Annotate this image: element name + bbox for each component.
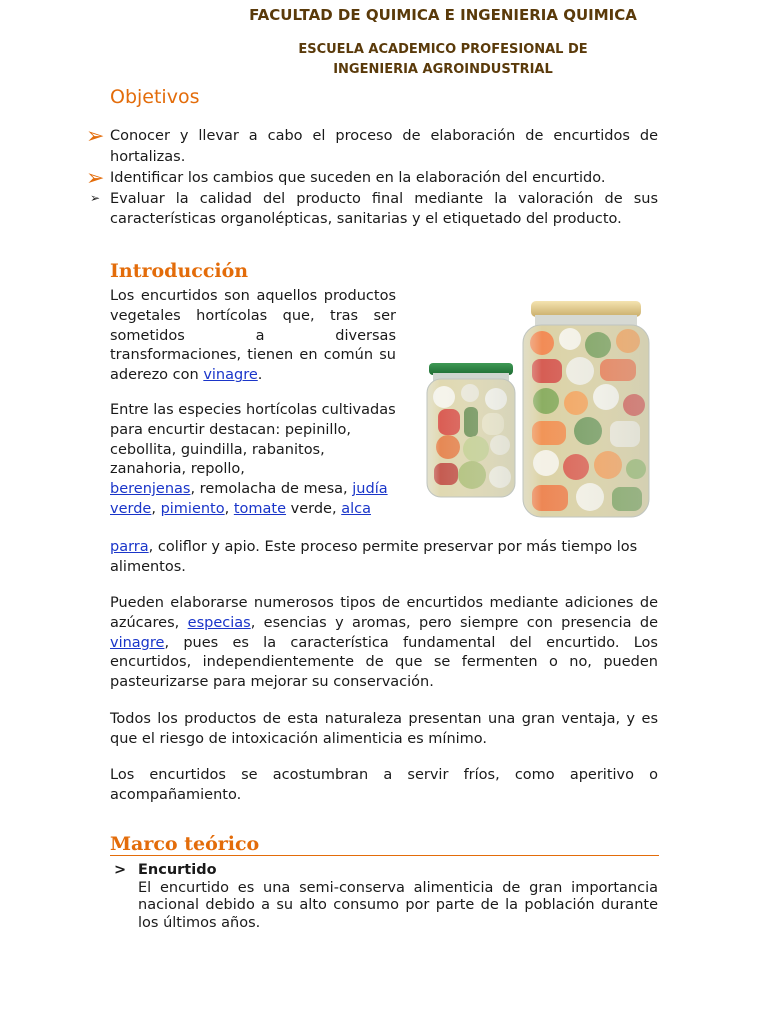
objetivo-text: Conocer y llevar a cabo el proceso de elaboración de encurtidos de hortalizas. [110,128,658,165]
objetivo-text: Identificar los cambios que suceden en la elaboración del encurtido. [110,170,606,186]
faculty-header: FACULTAD DE QUIMICA E INGENIERIA QUIMICA [249,6,637,24]
bullet-marker: > [114,862,127,878]
link-especias[interactable]: especias [187,614,251,631]
intro-paragraph-1 [110,287,396,386]
pickle-jars-image [420,297,652,525]
arrow-bullet-icon: ➢ [90,191,101,205]
intro-paragraph-2-bottom [110,538,658,578]
marco-list [110,862,658,932]
link-berenjenas[interactable]: berenjenas [110,481,191,498]
link-verde[interactable]: verde [110,500,152,517]
paragraph-text: , [151,500,161,517]
marco-teorico-heading: Marco teórico [110,833,659,856]
term-heading: Encurtido [138,862,217,878]
pickle-jars-illustration [420,297,652,525]
school-header-line2: INGENIERIA AGROINDUSTRIAL [333,62,553,77]
list-item [86,189,658,229]
paragraph-text: , esencias y aromas, pero siempre con presencia de [250,614,658,631]
intro-paragraph-3 [110,594,658,693]
objetivos-list [86,126,658,229]
paragraph-text: Pueden elaborarse numerosos tipos de encurtidos mediante adiciones de azúcares, [110,595,658,631]
paragraph-text: verde, [286,500,342,517]
paragraph-text: . [257,367,263,384]
list-item [86,126,658,168]
school-header-line1: ESCUELA ACADEMICO PROFESIONAL DE [298,42,588,57]
link-vinagre[interactable]: vinagre [203,367,258,384]
intro-paragraph-2-top [110,401,400,520]
paragraph-text: , remolacha de mesa, [190,481,353,498]
link-vinagre-2[interactable]: vinagre [110,634,165,651]
paragraph-text: Los encurtidos son aquellos productos vegetales hortícolas que, tras ser sometidos a diversas transformaciones, tienen en común su aderezo con [110,288,396,384]
link-judia[interactable]: judía [352,481,388,498]
paragraph-text: , pues es la característica fundamental del encurtido. Los encurtidos, independientemente de que se fermenten o no, pueden pasteurizarse para mejorar su conservación. [110,634,658,691]
objetivo-text: Evaluar la calidad del producto final mediante la valoración de sus características organolépticas, sanitarias y el etiquetado del producto. [110,191,658,227]
arrow-bullet-icon: ➢ [86,166,105,191]
intro-paragraph-5: Los encurtidos se acostumbran a servir fríos, como aperitivo o acompañamiento. [110,767,658,803]
paragraph-text: , coliflor y apio. Este proceso permite preservar por más tiempo los alimentos. [110,539,638,575]
list-item [110,862,658,932]
link-parra[interactable]: parra [110,539,149,555]
school-header [0,40,768,80]
arrow-bullet-icon: ➢ [86,124,105,149]
intro-paragraph-4: Todos los productos de esta naturaleza presentan una gran ventaja, y es que el riesgo de intoxicación alimenticia es mínimo. [110,711,658,747]
term-description: El encurtido es una semi-conserva alimenticia de gran importancia nacional debido a su alto consumo por parte de la población durante los últimos años. [138,879,658,931]
introduccion-heading: Introducción [110,260,249,282]
list-item [86,168,658,189]
link-pimiento[interactable]: pimiento [160,500,225,517]
paragraph-text: Entre las especies hortícolas cultivadas para encurtir destacan: pepinillo, cebollita, guindilla, rabanitos, zanahoria, repollo, [110,402,396,478]
paragraph-text: , [224,500,234,517]
objetivos-heading: Objetivos [110,86,200,108]
link-alca[interactable]: alca [341,500,371,517]
link-tomate[interactable]: tomate [233,500,287,517]
